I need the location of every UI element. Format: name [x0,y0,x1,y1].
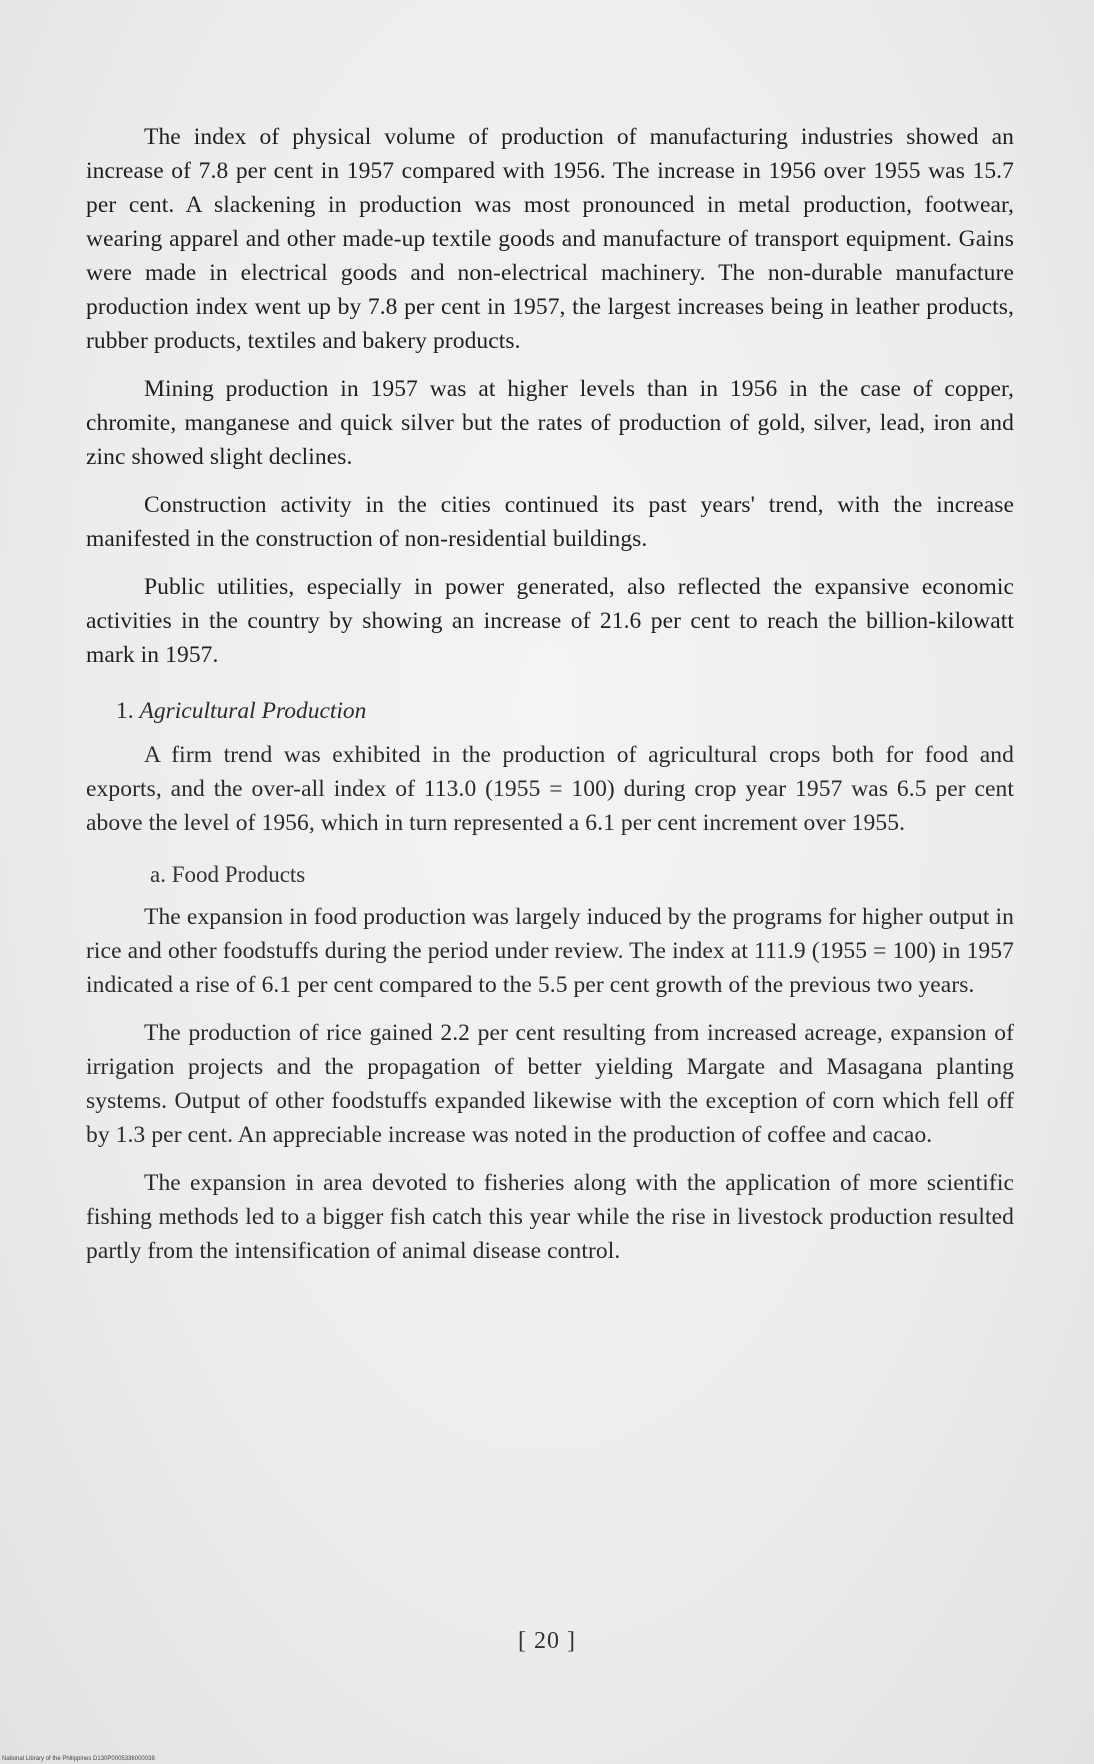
page-number: [ 20 ] [518,1628,576,1654]
paragraph-food-expansion: The expansion in food production was largely induced by the programs for higher output in rice and other foodstuffs during the period under review. The index at 111.9 (1955 = 100) in 1957 indicated a rise of 6.1 per cent compared to the 5.5 per cent growth of the previous two years. [86,904,1014,998]
archive-footer-note: National Library of the Philippines D130P0005336000038 [2,1756,155,1762]
section-heading [116,694,1014,728]
section-number: 1. [116,698,134,724]
paragraph-public-utilities: Public utilities, especially in power generated, also reflected the expansive economic activities in the country by showing an increase of 21.6 per cent to reach the billion-kilowatt mark in 1957. [86,574,1014,668]
paragraph-fisheries: The expansion in area devoted to fisheries along with the application of more scientific fishing methods led to a bigger fish catch this year while the rise in livestock production resulted partly from the intensification of animal disease control. [86,1170,1014,1264]
paragraph-construction: Construction activity in the cities continued its past years' trend, with the increase manifested in the construction of non-residential buildings. [86,492,1014,552]
section-title: Agricultural Production [139,698,367,724]
subsection-heading: a. Food Products [150,862,306,887]
document-page [86,120,1014,1282]
paragraph-mining: Mining production in 1957 was at higher levels than in 1956 in the case of copper, chromite, manganese and quick silver but the rates of production of gold, silver, lead, iron and zinc showed slight declines. [86,376,1014,470]
paragraph-agricultural: A firm trend was exhibited in the production of agricultural crops both for food and exports, and the over-all index of 113.0 (1955 = 100) during crop year 1957 was 6.5 per cent above the level of 1956, which in turn represented a 6.1 per cent increment over 1955. [86,742,1014,836]
paragraph-manufacturing: The index of physical volume of production of manufacturing industries showed an increase of 7.8 per cent in 1957 compared with 1956. The increase in 1956 over 1955 was 15.7 per cent. A slackening in production was most pronounced in metal production, footwear, wearing apparel and other made-up textile goods and manufacture of transport equipment. Gains were made in electrical goods and non-electrical machinery. The non-durable manufacture production index went up by 7.8 per cent in 1957, the largest increases being in leather products, rubber products, textiles and bakery products. [86,124,1014,354]
paragraph-rice-production: The production of rice gained 2.2 per cent resulting from increased acreage, expansion of irrigation projects and the propagation of better yielding Margate and Masagana planting systems. Output of other foodstuffs expanded likewise with the exception of corn which fell off by 1.3 per cent. An appreciable increase was noted in the production of coffee and cacao. [86,1020,1014,1148]
